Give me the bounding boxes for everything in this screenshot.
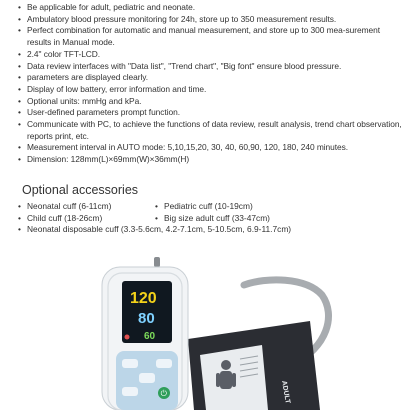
accessory-item: • Neonatal disposable cuff (3.3-5.6cm, 4.2-7.1cm, 5-10.5cm, 6.9-11.7cm) bbox=[18, 224, 291, 236]
feature-item: • parameters are displayed clearly. bbox=[18, 72, 406, 84]
accessories-list bbox=[18, 201, 388, 236]
systolic-reading: 120 bbox=[130, 290, 157, 307]
feature-item: • Display of low battery, error information and time. bbox=[18, 84, 406, 96]
left-button[interactable] bbox=[122, 359, 138, 368]
accessory-item: • Child cuff (18-26cm) bbox=[18, 213, 155, 225]
set-button[interactable] bbox=[122, 387, 138, 396]
accessories-row bbox=[18, 224, 388, 236]
cuff-label: ADULT bbox=[280, 380, 291, 405]
feature-item: • Ambulatory blood pressure monitoring for 24h, store up to 350 measurement results. bbox=[18, 14, 406, 26]
bp-cuff bbox=[188, 321, 320, 410]
feature-item: • Be applicable for adult, pediatric and neonate. bbox=[18, 2, 406, 14]
diastolic-reading: 80 bbox=[138, 310, 155, 327]
feature-item: • Communicate with PC, to achieve the functions of data review, result analysis, trend chart observation, reports print, etc. bbox=[18, 119, 406, 142]
accessories-heading: Optional accessories bbox=[22, 183, 139, 197]
feature-item: • User-defined parameters prompt function. bbox=[18, 107, 406, 119]
accessory-item: • Neonatal cuff (6-11cm) bbox=[18, 201, 155, 213]
feature-item: • 2.4" color TFT-LCD. bbox=[18, 49, 406, 61]
accessory-item: • Big size adult cuff (33-47cm) bbox=[155, 213, 270, 225]
right-button[interactable] bbox=[156, 359, 172, 368]
accessory-item: • Pediatric cuff (10-19cm) bbox=[155, 201, 253, 213]
feature-item: • Optional units: mmHg and kPa. bbox=[18, 96, 406, 108]
heart-indicator bbox=[125, 335, 130, 340]
bp-monitor bbox=[102, 267, 188, 410]
pulse-reading: 60 bbox=[144, 331, 156, 342]
accessories-row bbox=[18, 201, 388, 213]
accessories-row bbox=[18, 213, 388, 225]
product-image bbox=[96, 255, 340, 410]
feature-list bbox=[18, 2, 406, 166]
feature-item: • Data review interfaces with "Data list", "Trend chart", "Big font" ensure blood pressure. bbox=[18, 61, 406, 73]
feature-item: • Perfect combination for automatic and manual measurement, and store up to 300 mea-surement results in Manual mode. bbox=[18, 25, 406, 48]
tube-port bbox=[154, 257, 160, 267]
menu-button[interactable] bbox=[139, 373, 155, 383]
bp-monitor-illustration bbox=[96, 255, 340, 410]
feature-item: • Dimension: 128mm(L)×69mm(W)×36mm(H) bbox=[18, 154, 406, 166]
feature-item: • Measurement interval in AUTO mode: 5,10,15,20, 30, 40, 60,90, 120, 180, 240 minutes. bbox=[18, 142, 406, 154]
start-button-icon: ⏻ bbox=[160, 389, 167, 398]
